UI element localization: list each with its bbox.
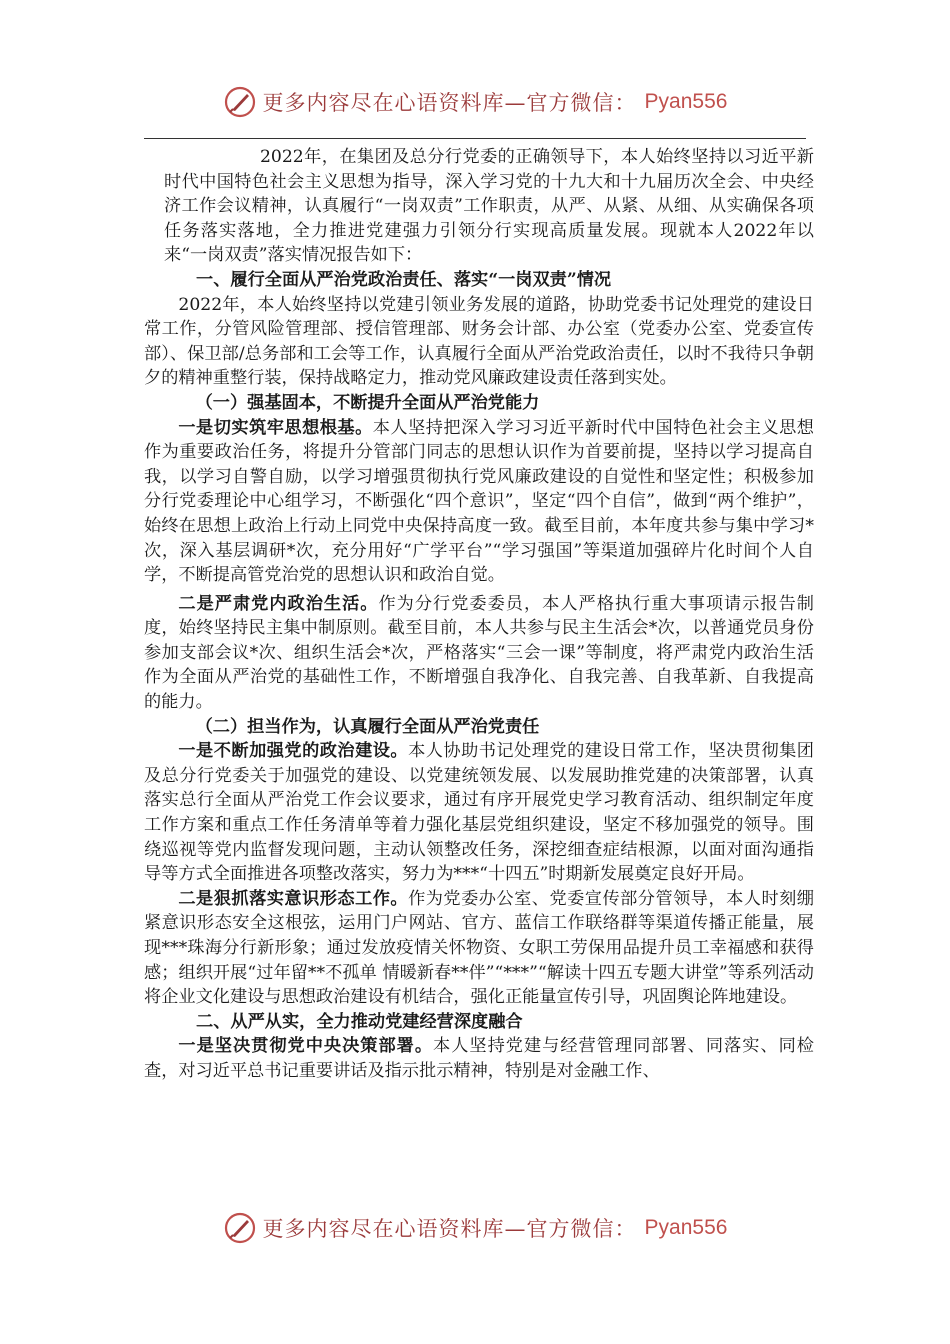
paragraph-lead: 一是切实筑牢思想根基。 xyxy=(178,417,373,438)
intro-lead: 2022年，在集团及总分行党委的正确领导下，本人始终坚持以习 xyxy=(260,147,762,167)
footer-watermark-banner xyxy=(0,1208,950,1248)
section-2-heading: 二、从严从实，全力推动党建经营深度融合 xyxy=(196,1011,523,1032)
paragraph-political-life xyxy=(144,592,814,715)
intro-rest: 近平新时代中国特色社会主义思想为指导，深入学习党的十九大和十九届历次全会、中央经济工作会议精神，认真履行“一岗双责”工作职责，从严、从紧、从细、从实确保各项任务落实落地，全力推进党建强力引领分行实现高质量发展。现就本人2022年以来“一岗双责”落实情况报告如下： xyxy=(164,147,814,266)
paragraph-central-decisions xyxy=(144,1034,814,1083)
wechat-id: Pyan556 xyxy=(644,90,728,113)
header-divider xyxy=(144,138,806,139)
intro-paragraph xyxy=(144,145,814,268)
subsection-1-heading: （一）强基固本，不断提升全面从严治党能力 xyxy=(195,392,540,413)
wechat-id: Pyan556 xyxy=(644,1216,728,1239)
paragraph-lead: 一是不断加强党的政治建设。 xyxy=(178,741,409,762)
paragraph-lead: 二是狠抓落实意识形态工作。 xyxy=(178,888,409,909)
quill-logo-icon xyxy=(223,85,257,119)
banner-text: 更多内容尽在心语资料库—官方微信： xyxy=(262,1217,637,1241)
paragraph-body: 作为分行党委委员，本人严格执行重大事项请示报告制度，始终坚持民主集中制原则。截至目前，本人共参与民主生活会*次，以普通党员身份参加支部会议*次、组织生活会*次，严格落实“三会一课”等制度，将严肃党内政治生活作为全面从严治党的基础性工作，不断增强自我净化、自我完善、自我革新、自我提高的能力。 xyxy=(144,593,814,713)
paragraph-lead: 二是严肃党内政治生活。 xyxy=(178,593,379,614)
section-1-heading: 一、履行全面从严治党政治责任、落实“一岗双责”情况 xyxy=(196,269,612,290)
paragraph-ideology-work xyxy=(144,887,814,1010)
quill-logo-icon xyxy=(223,1211,257,1245)
paragraph-thought-foundation xyxy=(144,416,814,588)
section-1-paragraph: 2022年，本人始终坚持以党建引领业务发展的道路，协助党委书记处理党的建设日常工作，分管风险管理部、授信管理部、财务会计部、办公室（党委办公室、党委宣传部）、保卫部/总务部和工会等工作，认真履行全面从严治党政治责任，以时不我待只争朝夕的精神重整行装，保持战略定力，推动党风廉政建设责任落到实处。 xyxy=(144,294,814,389)
subsection-2-heading: （二）担当作为，认真履行全面从严治党责任 xyxy=(195,716,540,737)
paragraph-body: 作为党委办公室、党委宣传部分管领导，本人时刻绷紧意识形态安全这根弦，运用门户网站、官方、蓝信工作联络群等渠道传播正能量，展现***珠海分行新形象；通过发放疫情关怀物资、女职工劳保用品提升员工幸福感和获得感；组织开展“过年留**不孤单 情暖新春**伴”“***”“解读十四五专题大讲堂”等系列活动将企业文化建设与思想政治建设有机结合，强化正能量宣传引导，巩固舆论阵地建设。 xyxy=(144,888,814,1008)
paragraph-party-building xyxy=(144,739,814,887)
header-watermark-banner xyxy=(0,82,950,122)
paragraph-body: 本人坚持党建与经营管理同部署、同落实、同检查，对习近平总书记重要讲话及指示批示精神，特别是对金融工作、 xyxy=(144,1036,814,1081)
paragraph-body: 本人坚持把深入学习习近平新时代中国特色社会主义思想作为重要政治任务，将提升分管部门同志的思想认识作为首要前提，坚持以学习提高自我，以学习自警自励，以学习增强贯彻执行党风廉政建设的自觉性和坚定性；积极参加分行党委理论中心组学习，不断强化“四个意识”，坚定“四个自信”，做到“两个维护”，始终在思想上政治上行动上同党中央保持高度一致。截至目前，本年度共参与集中学习*次，深入基层调研*次，充分用好“广学平台”“学习强国”等渠道加强碎片化时间个人自学，不断提高管党治党的思想认识和政治自觉。 xyxy=(144,417,814,586)
paragraph-lead: 一是坚决贯彻党中央决策部署。 xyxy=(178,1036,434,1057)
paragraph-body: 本人协助书记处理党的建设日常工作，坚决贯彻集团及总分行党委关于加强党的建设、以党建统领发展、以发展助推党建的决策部署，认真落实总行全面从严治党工作会议要求，通过有序开展党史学习教育活动、组织制定年度工作方案和重点工作任务清单等着力强化基层党组织建设，坚定不移加强党的领导。围绕巡视等党内监督发现问题，主动认领整改任务，深挖细查症结根源，以面对面沟通指导等方式全面推进各项整改落实，努力为***“十四五”时期新发展奠定良好开局。 xyxy=(144,741,814,885)
document-body xyxy=(144,145,814,1084)
banner-text: 更多内容尽在心语资料库—官方微信： xyxy=(262,91,637,115)
